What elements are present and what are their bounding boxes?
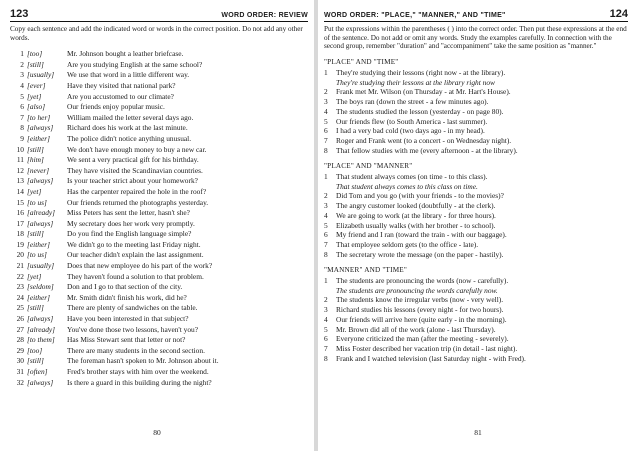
section-item — [324, 276, 628, 286]
exercise-row — [10, 335, 308, 346]
exercise-word: [always] — [27, 314, 54, 324]
exercise-word: [already] — [27, 324, 56, 334]
exercise-sentence: You've done those two lessons, haven't you? — [67, 324, 199, 334]
item-number: 7 — [324, 240, 328, 250]
exercise-sentence: Is there a guard in this building during the night? — [67, 377, 212, 387]
exercise-sentence: Does that new employee do his part of the work? — [67, 261, 213, 271]
exercise-row — [10, 378, 308, 389]
item-number: 3 — [324, 96, 328, 106]
exercise-sentence: Is your teacher strict about your homework? — [67, 176, 198, 186]
exercise-sentence: Have they visited that national park? — [67, 80, 176, 90]
section-item — [324, 107, 628, 117]
exercise-number: 31 — [16, 367, 24, 376]
exercise-sentence: They haven't found a solution to that problem. — [67, 271, 204, 281]
exercise-number: 3 — [20, 70, 24, 80]
exercise-word: [still] — [27, 356, 44, 366]
item-number: 8 — [324, 353, 328, 363]
item-sentence: The students studied the lesson (yesterday - on page 80). — [336, 106, 504, 116]
exercise-word: [always] — [27, 176, 54, 186]
item-number: 1 — [324, 171, 328, 181]
item-sentence: The students are pronouncing the words (now - carefully). — [336, 275, 509, 285]
item-sentence: That student always comes (on time - to this class). — [336, 171, 488, 181]
exercise-row — [10, 314, 308, 325]
exercise-sentence: Miss Peters has sent the letter, hasn't she? — [67, 208, 190, 218]
exercise-row — [10, 155, 308, 166]
item-number: 4 — [324, 314, 328, 324]
item-number: 1 — [324, 275, 328, 285]
exercise-row — [10, 176, 308, 187]
exercise-number: 26 — [16, 314, 24, 324]
right-page-header — [324, 8, 628, 22]
exercise-word: [often] — [27, 367, 48, 376]
right-running-title: WORD ORDER: "PLACE," "MANNER," AND "TIME" — [324, 12, 506, 19]
exercise-word: [either] — [27, 292, 50, 302]
exercise-sentence: Our teacher didn't explain the last assignment. — [67, 250, 204, 260]
exercise-word: [to us] — [27, 197, 47, 207]
exercise-row — [10, 49, 308, 60]
exercise-number: 8 — [20, 123, 24, 133]
exercise-row — [10, 187, 308, 198]
section-item — [324, 191, 628, 201]
item-number: 7 — [324, 136, 328, 146]
exercise-sentence: There are many students in the second section. — [67, 345, 205, 355]
exercise-list — [10, 49, 308, 388]
item-sentence: Frank met Mr. Wilson (on Thursday - at Mr. Hart's House). — [336, 87, 511, 97]
exercise-number: 17 — [16, 218, 24, 228]
section-item — [324, 250, 628, 260]
item-sentence: Frank and I watched television (last Saturday night - with Fred). — [336, 353, 526, 363]
exercise-row — [10, 346, 308, 357]
exercise-number: 22 — [16, 271, 24, 281]
item-sentence: The boys ran (down the street - a few minutes ago). — [336, 96, 489, 106]
exercise-word: [already] — [27, 208, 56, 218]
exercise-sentence: Our friends returned the photographs yesterday. — [67, 197, 209, 207]
item-number: 3 — [324, 200, 328, 210]
exercise-row — [10, 70, 308, 81]
exercise-sentence: They have visited the Scandinavian countries. — [67, 165, 203, 175]
item-sentence: They're studying their lessons (right now - at the library). — [336, 67, 506, 77]
example-answer: They're studying their lessons at the library right now — [336, 77, 495, 87]
exercise-number: 1 — [20, 49, 24, 59]
exercise-word: [usually] — [27, 261, 55, 271]
item-number: 5 — [324, 324, 328, 334]
exercise-word: [to them] — [27, 335, 55, 345]
exercise-row — [10, 303, 308, 314]
exercise-number: 24 — [16, 292, 24, 302]
exercise-number: 20 — [16, 250, 24, 260]
section-item — [324, 334, 628, 344]
exercise-sentence: The foreman hasn't spoken to Mr. Johnson about it. — [67, 356, 219, 366]
exercise-row — [10, 81, 308, 92]
exercise-number: 25 — [16, 303, 24, 313]
exercise-sentence: My secretary does her work very promptly. — [67, 218, 195, 228]
exercise-row — [10, 123, 308, 134]
item-number: 4 — [324, 210, 328, 220]
item-sentence: I had a very bad cold (two days ago - in my head). — [336, 126, 485, 136]
item-sentence: Our friends flew (to South America - last summer). — [336, 116, 488, 126]
section-item — [324, 117, 628, 127]
item-number: 6 — [324, 126, 328, 136]
exercise-sentence: We use that word in a little different way. — [67, 70, 190, 80]
left-page-header — [10, 8, 308, 22]
exercise-word: [yet] — [27, 91, 42, 101]
exercise-word: [too] — [27, 49, 43, 59]
exercise-word: [still] — [27, 303, 44, 313]
exercise-word: [usually] — [27, 70, 55, 80]
exercise-sentence: Richard does his work at the last minute. — [67, 123, 188, 133]
item-sentence: Elizabeth usually walks (with her brother - to school). — [336, 220, 496, 230]
item-sentence: Miss Foster described her vacation trip (in detail - last night). — [336, 344, 518, 354]
right-folio: 81 — [474, 428, 482, 437]
exercise-sentence: We didn't go to the meeting last Friday night. — [67, 239, 201, 249]
exercise-row — [10, 60, 308, 71]
exercise-number: 23 — [16, 282, 24, 292]
section-items — [324, 276, 628, 364]
exercise-number: 12 — [16, 165, 24, 175]
exercise-sentence: Have you been interested in that subject? — [67, 314, 189, 324]
exercise-word: [always] — [27, 123, 54, 133]
item-sentence: That employee seldom gets (to the office - late). — [336, 240, 479, 250]
item-number: 3 — [324, 304, 328, 314]
exercise-word: [still] — [27, 59, 44, 69]
section-items — [324, 172, 628, 260]
item-sentence: Everyone criticized the man (after the meeting - severely). — [336, 334, 509, 344]
item-number: 6 — [324, 334, 328, 344]
exercise-word: [always] — [27, 377, 54, 387]
exercise-number: 15 — [16, 197, 24, 207]
item-number: 2 — [324, 191, 328, 201]
item-number: 2 — [324, 295, 328, 305]
right-instructions: Put the expressions within the parentheses ( ) into the correct order. Then put these expressions at the end of the sentence. Do not add or omit any words. Study the examples carefully. In connection with the second group, remember "duration" and "accompaniment" take the same position as "manner." — [324, 25, 627, 51]
exercise-row — [10, 356, 308, 367]
exercise-word: [still] — [27, 229, 44, 239]
exercise-row — [10, 293, 308, 304]
item-sentence: We are going to work (at the library - for three hours). — [336, 210, 496, 220]
exercise-number: 7 — [20, 112, 24, 122]
exercise-sentence: We don't have enough money to buy a new car. — [67, 144, 207, 154]
exercise-row — [10, 134, 308, 145]
exercise-number: 16 — [16, 208, 24, 218]
right-page-number: 124 — [609, 8, 628, 20]
exercise-sentence: Fred's brother stays with him over the weekend. — [67, 367, 209, 376]
section-item — [324, 354, 628, 364]
exercise-row — [10, 208, 308, 219]
exercise-number: 4 — [20, 80, 24, 90]
section-item — [324, 68, 628, 78]
section-item — [324, 295, 628, 305]
item-number: 7 — [324, 344, 328, 354]
section-item — [324, 221, 628, 231]
exercise-row — [10, 145, 308, 156]
section-item — [324, 136, 628, 146]
exercise-row — [10, 113, 308, 124]
section-item — [324, 325, 628, 335]
item-sentence: That fellow studies with me (every afternoon - at the library). — [336, 145, 518, 155]
item-number: 2 — [324, 87, 328, 97]
section-heading: "MANNER" AND "TIME" — [324, 265, 408, 274]
left-page-number: 123 — [10, 8, 29, 20]
exercise-sentence: Our friends enjoy popular music. — [67, 102, 165, 112]
exercise-sentence: Has Miss Stewart sent that letter or not? — [67, 335, 186, 345]
exercise-sentence: There are plenty of sandwiches on the table. — [67, 303, 198, 313]
exercise-word: [him] — [27, 155, 44, 165]
exercise-word: [yet] — [27, 186, 42, 196]
exercise-word: [always] — [27, 218, 54, 228]
exercise-sentence: Has the carpenter repaired the hole in the roof? — [67, 186, 207, 196]
exercise-word: [either] — [27, 239, 50, 249]
exercise-word: [seldom] — [27, 282, 54, 292]
exercise-word: [ever] — [27, 80, 46, 90]
exercise-row — [10, 282, 308, 293]
exercise-sentence: Mr. Johnson bought a leather briefcase. — [67, 49, 184, 59]
item-sentence: Did Tom and you go (with your friends - to the movies)? — [336, 191, 504, 201]
example-answer: That student always comes to this class on time. — [336, 181, 478, 191]
exercise-row — [10, 102, 308, 113]
exercise-word: [too] — [27, 345, 43, 355]
exercise-number: 13 — [16, 176, 24, 186]
exercise-sentence: Mr. Smith didn't finish his work, did he? — [67, 292, 187, 302]
right-page — [318, 0, 638, 451]
exercise-word: [either] — [27, 133, 50, 143]
exercise-number: 27 — [16, 324, 24, 334]
exercise-word: [also] — [27, 102, 46, 112]
exercise-sentence: Are you studying English at the same school? — [67, 59, 203, 69]
item-sentence: Mr. Brown did all of the work (alone - last Thursday). — [336, 324, 496, 334]
item-number: 1 — [324, 67, 328, 77]
left-folio: 80 — [153, 428, 161, 437]
exercise-word: [still] — [27, 144, 44, 154]
exercise-row — [10, 250, 308, 261]
item-sentence: Richard studies his lessons (every night - for two hours). — [336, 304, 504, 314]
section-item — [324, 201, 628, 211]
item-sentence: Roger and Frank went (to a concert - on Wednesday night). — [336, 136, 512, 146]
item-number: 6 — [324, 230, 328, 240]
item-sentence: The secretary wrote the message (on the paper - hastily). — [336, 249, 504, 259]
item-sentence: My friend and I ran (toward the train - with our baggage). — [336, 230, 507, 240]
item-number: 5 — [324, 220, 328, 230]
exercise-number: 29 — [16, 345, 24, 355]
exercise-sentence: The police didn't notice anything unusual. — [67, 133, 192, 143]
exercise-row — [10, 367, 308, 378]
section-item — [324, 97, 628, 107]
section-item — [324, 240, 628, 250]
exercise-row — [10, 240, 308, 251]
left-instructions: Copy each sentence and add the indicated word or words in the correct position. Do not add any other words. — [10, 25, 303, 42]
exercise-row — [10, 198, 308, 209]
section-item — [324, 211, 628, 221]
item-number: 8 — [324, 249, 328, 259]
exercise-number: 21 — [16, 261, 24, 271]
exercise-row — [10, 272, 308, 283]
section-item — [324, 230, 628, 240]
section-heading: "PLACE" AND "TIME" — [324, 57, 399, 66]
exercise-sentence: William mailed the letter several days ago. — [67, 112, 194, 122]
exercise-sections — [324, 58, 628, 364]
section-item — [324, 315, 628, 325]
exercise-number: 28 — [16, 335, 24, 345]
section-item — [324, 344, 628, 354]
exercise-word: [yet] — [27, 271, 42, 281]
section-heading: "PLACE" AND "MANNER" — [324, 161, 413, 170]
exercise-sentence: We sent a very practical gift for his birthday. — [67, 155, 199, 165]
section-items — [324, 68, 628, 156]
item-number: 8 — [324, 145, 328, 155]
section-item — [324, 87, 628, 97]
exercise-number: 14 — [16, 186, 24, 196]
exercise-sentence: Are you accustomed to our climate? — [67, 91, 174, 101]
exercise-word: [never] — [27, 165, 50, 175]
item-sentence: The angry customer looked (doubtfully - at the clerk). — [336, 200, 496, 210]
exercise-row — [10, 229, 308, 240]
left-running-title: WORD ORDER: REVIEW — [221, 12, 308, 19]
exercise-row — [10, 219, 308, 230]
exercise-sentence: Do you find the English language simple? — [67, 229, 192, 239]
section-item — [324, 126, 628, 136]
exercise-number: 18 — [16, 229, 24, 239]
exercise-row — [10, 325, 308, 336]
left-page — [0, 0, 314, 451]
example-answer: The students are pronouncing the words carefully now. — [336, 285, 498, 295]
section-item — [324, 146, 628, 156]
exercise-row — [10, 166, 308, 177]
exercise-number: 30 — [16, 356, 24, 366]
exercise-row — [10, 261, 308, 272]
section-item — [324, 305, 628, 315]
item-number: 5 — [324, 116, 328, 126]
exercise-number: 5 — [20, 91, 24, 101]
exercise-number: 6 — [20, 102, 24, 112]
item-sentence: Our friends will arrive here (quite early - in the morning). — [336, 314, 507, 324]
item-sentence: The students know the irregular verbs (now - very well). — [336, 295, 504, 305]
exercise-number: 19 — [16, 239, 24, 249]
exercise-word: [to her] — [27, 112, 51, 122]
exercise-number: 9 — [20, 133, 24, 143]
exercise-row — [10, 92, 308, 103]
section-item — [324, 172, 628, 182]
exercise-word: [to us] — [27, 250, 47, 260]
exercise-number: 10 — [16, 144, 24, 154]
exercise-number: 32 — [16, 377, 24, 387]
exercise-number: 11 — [16, 155, 24, 165]
exercise-number: 2 — [20, 59, 24, 69]
item-number: 4 — [324, 106, 328, 116]
exercise-sentence: Don and I go to that section of the city. — [67, 282, 183, 292]
